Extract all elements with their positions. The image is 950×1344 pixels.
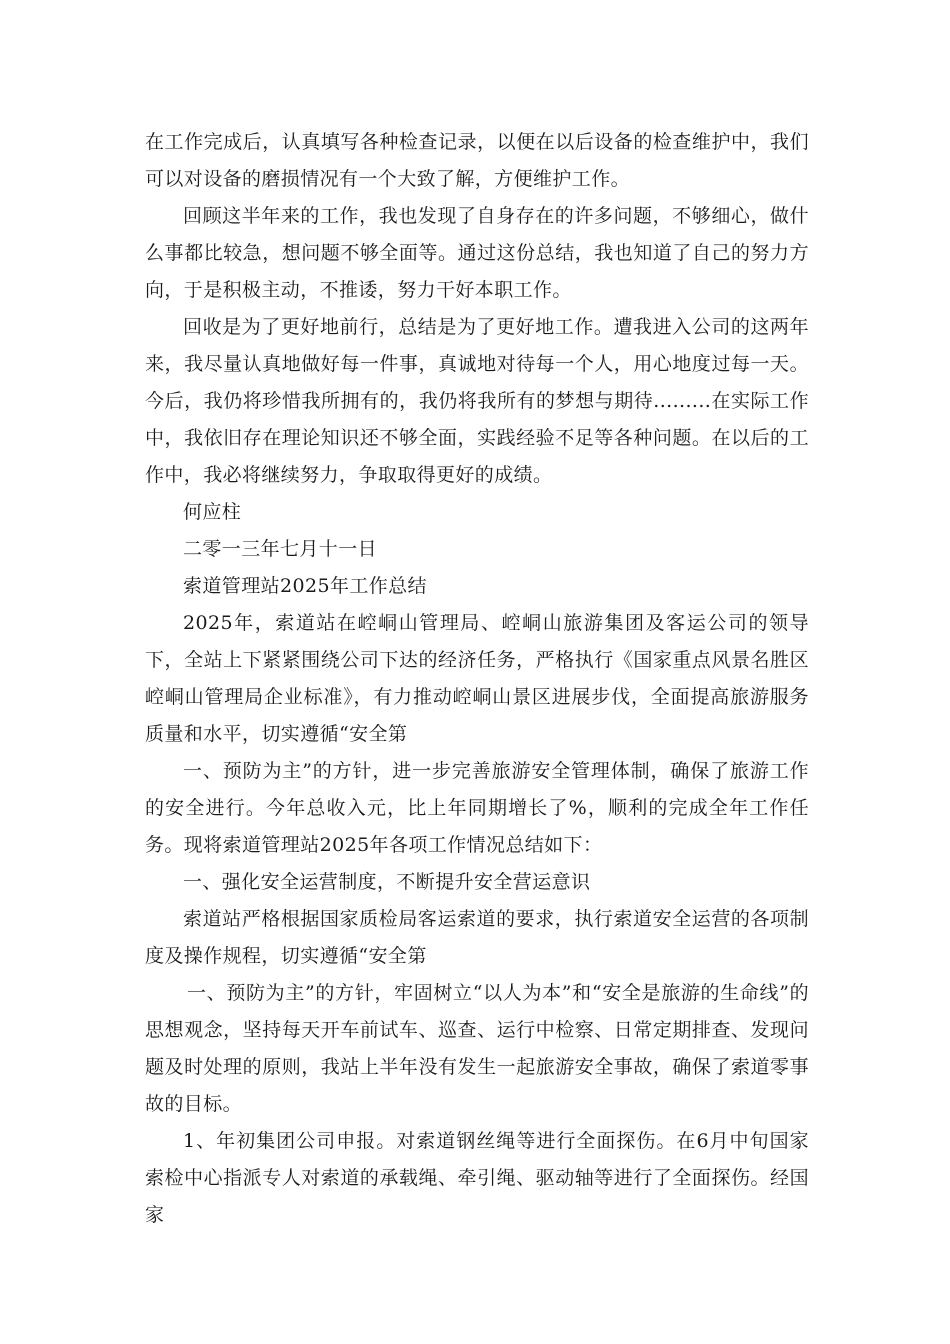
paragraph-safety-policy: 一、预防为主”的方针，进一步完善旅游安全管理体制，确保了旅游工作的安全进行。今年总收入元，比上年同期增长了%，顺利的完成全年工作任务。现将索道管理站2025年各项工作情况总结如下： [145,760,809,856]
paragraph-ropeway-regulations: 索道站严格根据国家质检局客运索道的要求，执行索道安全运营的各项制度及操作规程，切实遵循“安全第 [145,908,809,967]
paragraph-annual-overview: 2025年，索道站在崆峒山管理局、崆峒山旅游集团及客运公司的领导下，全站上下紧紧围绕公司下达的经济任务，严格执行《国家重点风景名胜区崆峒山管理局企业标准》，有力推动崆峒山景区进展步伐，全面提高旅游服务质量和水平，切实遵循“安全第 [145,612,809,745]
paragraph-summary-reflection: 回收是为了更好地前行，总结是为了更好地工作。遭我进入公司的这两年来，我尽量认真地做好每一件事，真诚地对待每一个人，用心地度过每一天。今后，我仍将珍惜我所拥有的，我仍将我所有的梦想与期待.........在实际工作中，我依旧存在理论知识还不够全面，实践经验不足等各种问题。在以后的工作中，我必将继续努力，争取取得更好的成绩。 [145,316,809,486]
heading-safety-operations: 一、强化安全运营制度，不断提升安全营运意识 [183,871,591,893]
section-title: 索道管理站2025年工作总结 [183,575,427,597]
paragraph-safety-principles: 一、预防为主”的方针，牢固树立“以人为本”和“安全是旅游的生命线”的思想观念，坚持每天开车前试车、巡查、运行中检察、日常定期排查、发现问题及时处理的原则，我站上半年没有发生一起旅游安全事故，确保了索道零事故的目标。 [145,982,809,1115]
paragraph-maintenance-records: 在工作完成后，认真填写各种检查记录，以便在以后设备的检查维护中，我们可以对设备的磨损情况有一个大致了解，方便维护工作。 [145,131,809,190]
author-name: 何应柱 [183,501,242,523]
paragraph-inspection-item-1: 1、年初集团公司申报。对索道钢丝绳等进行全面探伤。在6月中旬国家索检中心指派专人对索道的承载绳、牵引绳、驱动轴等进行了全面探伤。经国家 [145,1130,809,1226]
document-date: 二零一三年七月十一日 [183,538,378,560]
document-body [145,124,809,1234]
paragraph-self-review: 回顾这半年来的工作，我也发现了自身存在的许多问题，不够细心，做什么事都比较急，想问题不够全面等。通过这份总结，我也知道了自己的努力方向，于是积极主动，不推诿，努力干好本职工作。 [145,205,809,301]
